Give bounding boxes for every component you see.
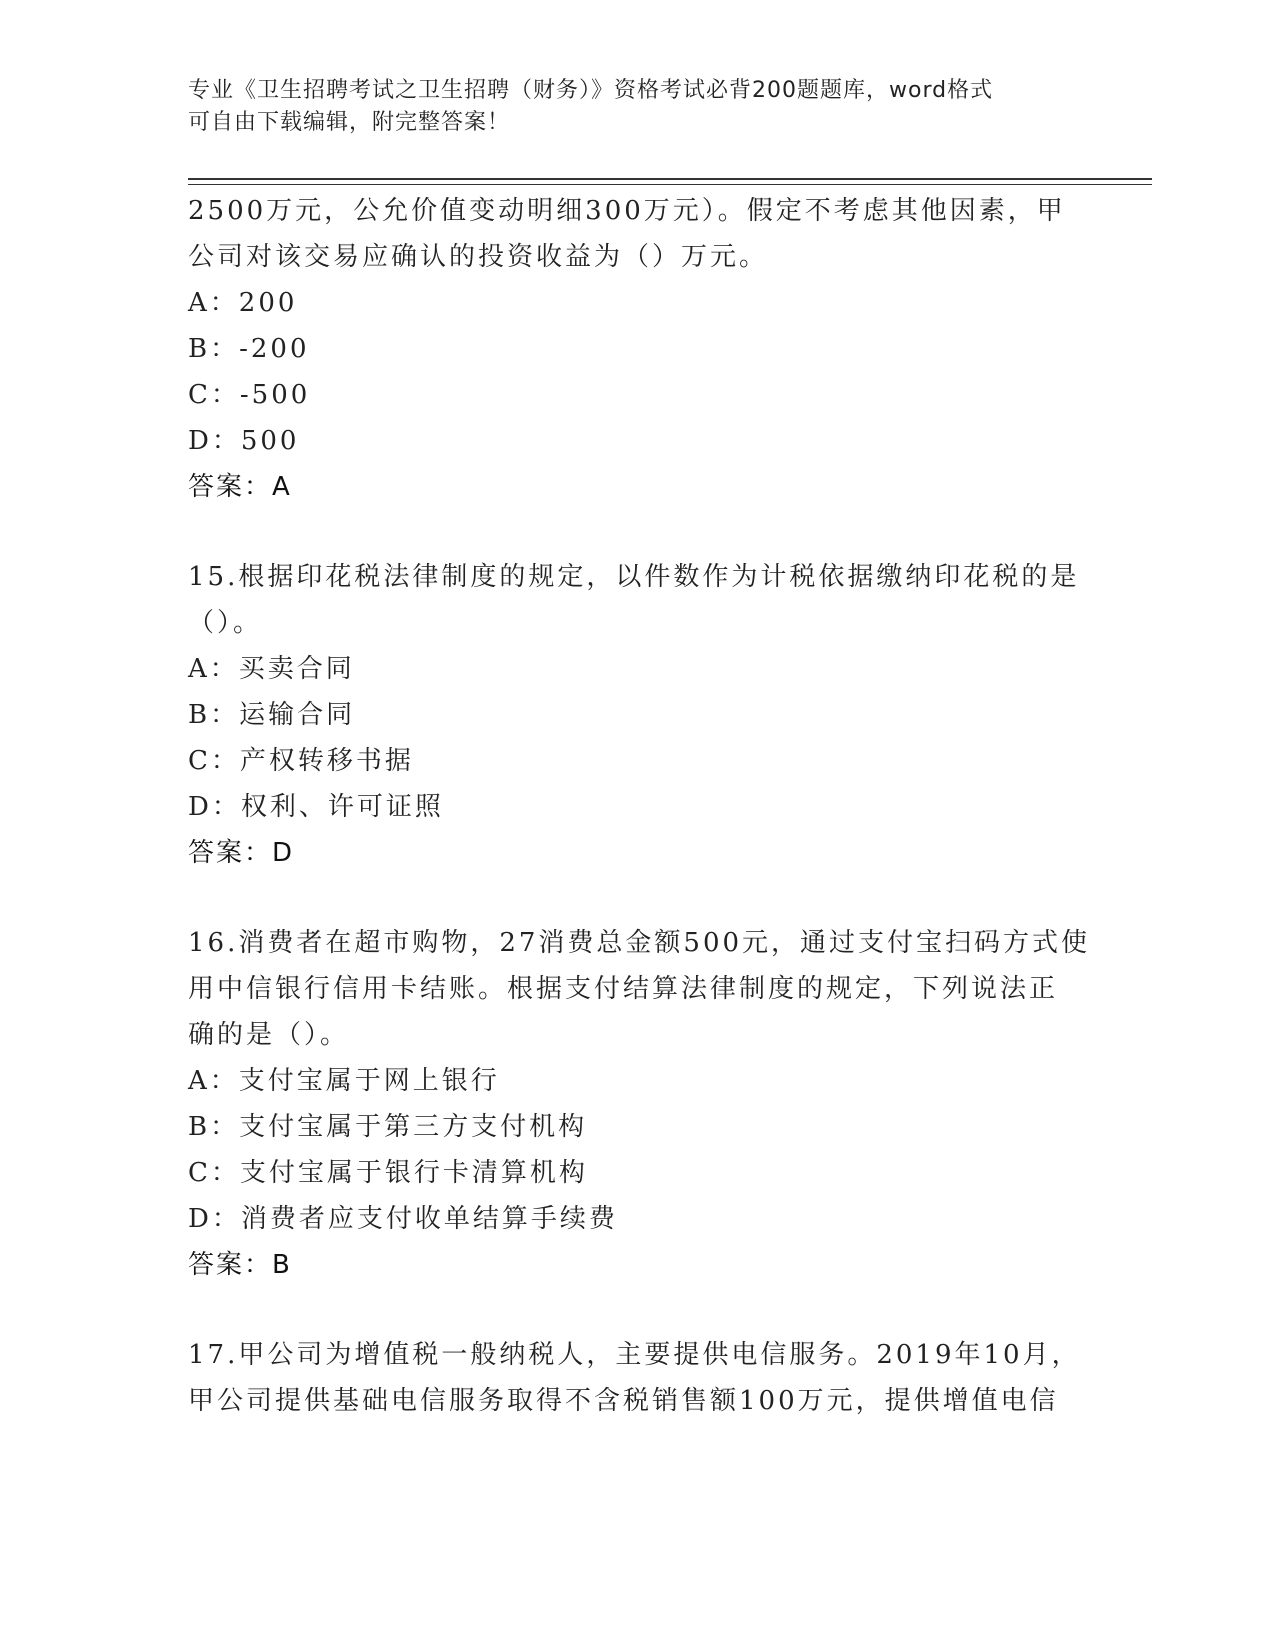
- option-c: C：支付宝属于银行卡清算机构: [188, 1158, 588, 1188]
- question-text-line: 15.根据印花税法律制度的规定，以件数作为计税依据缴纳印花税的是: [188, 562, 1080, 592]
- option-a: A：买卖合同: [188, 654, 355, 684]
- header-title-line-2: 可自由下载编辑，附完整答案！: [188, 110, 511, 135]
- answer-line: 答案：D: [188, 838, 295, 868]
- question-text-line: 17.甲公司为增值税一般纳税人，主要提供电信服务。2019年10月，: [188, 1340, 1081, 1370]
- question-15: [188, 554, 1088, 876]
- question-text-line: 16.消费者在超市购物，27消费总金额500元，通过支付宝扫码方式使: [188, 928, 1091, 958]
- option-c: C：产权转移书据: [188, 746, 414, 776]
- option-d: D：消费者应支付收单结算手续费: [188, 1204, 618, 1234]
- option-c: C：-500: [188, 380, 311, 410]
- answer-line: 答案：A: [188, 472, 292, 502]
- option-a: A：支付宝属于网上银行: [188, 1066, 500, 1096]
- question-text-line: （）。: [188, 608, 263, 638]
- option-a: A：200: [188, 288, 298, 318]
- option-b: B：支付宝属于第三方支付机构: [188, 1112, 588, 1142]
- question-text-line: 用中信银行信用卡结账。根据支付结算法律制度的规定，下列说法正: [188, 974, 1059, 1004]
- question-text-line: 甲公司提供基础电信服务取得不含税销售额100万元，提供增值电信: [188, 1386, 1059, 1416]
- question-text-line: 确的是（）。: [188, 1020, 350, 1050]
- spacer: [188, 876, 1088, 920]
- question-text-line: 2500万元，公允价值变动明细300万元）。假定不考虑其他因素，甲: [188, 196, 1066, 226]
- question-text-line: 公司对该交易应确认的投资收益为（）万元。: [188, 242, 769, 272]
- question-17: [188, 1332, 1088, 1424]
- question-16: [188, 920, 1091, 1288]
- option-d: D：500: [188, 426, 300, 456]
- answer-line: 答案：B: [188, 1250, 292, 1280]
- spacer: [188, 510, 1088, 554]
- header-divider-thin: [188, 184, 1152, 185]
- header-divider-thick: [188, 178, 1152, 180]
- spacer: [188, 1288, 1088, 1332]
- question-14-continuation: [188, 188, 1088, 510]
- document-body: [188, 188, 1091, 1424]
- option-d: D：权利、许可证照: [188, 792, 444, 822]
- option-b: B：-200: [188, 334, 310, 364]
- option-b: B：运输合同: [188, 700, 356, 730]
- header-title-line-1: 专业《卫生招聘考试之卫生招聘（财务）》资格考试必背200题题库，word格式: [188, 78, 994, 103]
- document-header: [188, 75, 1088, 139]
